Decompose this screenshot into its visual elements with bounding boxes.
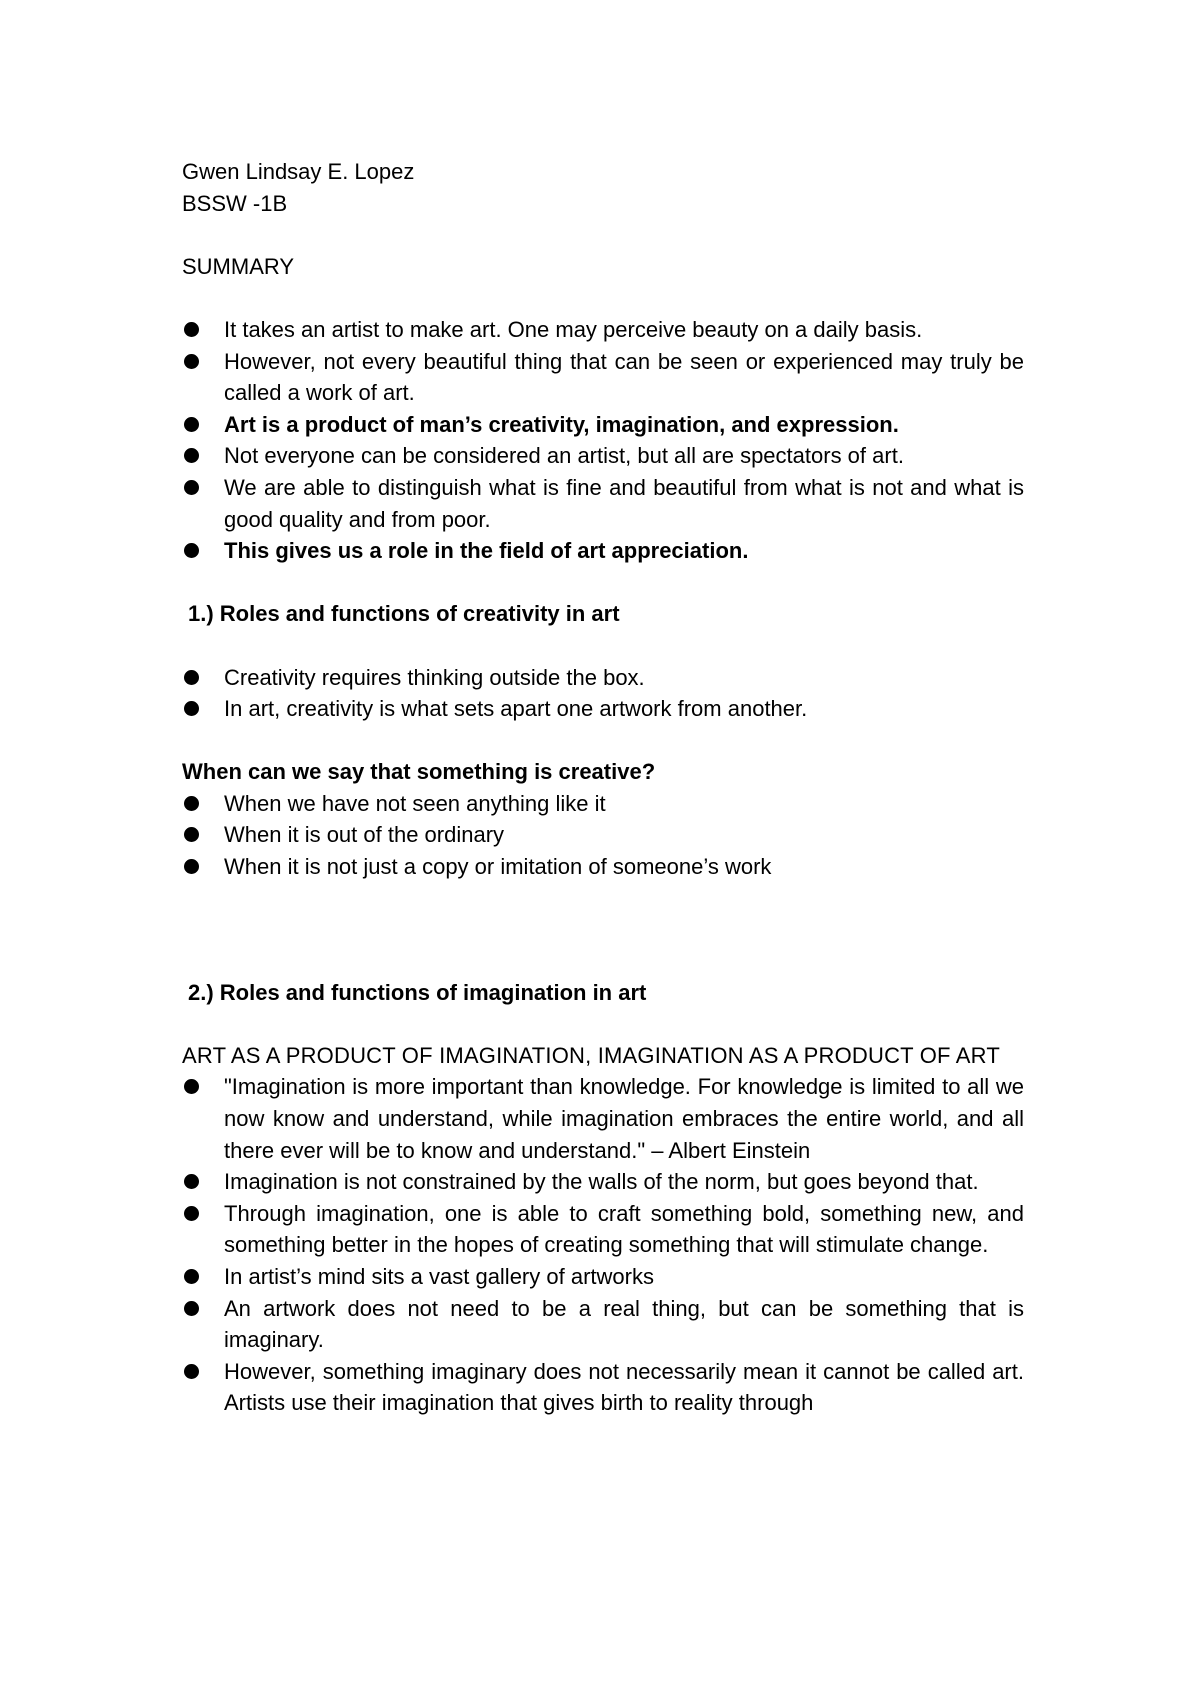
section2-item: An artwork does not need to be a real thing, but can be something that is imaginary. xyxy=(182,1293,1024,1356)
summary-title: SUMMARY xyxy=(182,253,295,279)
spacer xyxy=(182,1008,1024,1040)
summary-item: Art is a product of man’s creativity, imagination, and expression. xyxy=(182,409,1024,441)
answer-item: When we have not seen anything like it xyxy=(182,788,1024,820)
answer-item: When it is not just a copy or imitation of someone’s work xyxy=(182,851,1024,883)
section2-heading: 2.) Roles and functions of imagination in art xyxy=(188,979,647,1005)
section2-item: However, something imaginary does not necessarily mean it cannot be called art. Artists use their imagination that gives birth to reality through xyxy=(182,1356,1024,1419)
summary-list xyxy=(182,314,1024,567)
section1-answers xyxy=(182,788,1024,883)
spacer xyxy=(182,282,1024,314)
section1-item: Creativity requires thinking outside the box. xyxy=(182,662,1024,694)
section2-subtitle: ART AS A PRODUCT OF IMAGINATION, IMAGINATION AS A PRODUCT OF ART xyxy=(182,1042,1000,1068)
spacer xyxy=(182,883,1024,977)
spacer xyxy=(182,630,1024,662)
summary-item: Not everyone can be considered an artist, but all are spectators of art. xyxy=(182,440,1024,472)
spacer xyxy=(182,567,1024,599)
section2-item: Imagination is not constrained by the walls of the norm, but goes beyond that. xyxy=(182,1166,1024,1198)
summary-item: It takes an artist to make art. One may perceive beauty on a daily basis. xyxy=(182,314,1024,346)
summary-item: This gives us a role in the field of art appreciation. xyxy=(182,535,1024,567)
section1-heading: 1.) Roles and functions of creativity in art xyxy=(188,601,620,627)
section2-item: "Imagination is more important than knowledge. For knowledge is limited to all we now know and understand, while imagination embraces the entire world, and all there ever will be to know and understand." – Albert Einstein xyxy=(182,1071,1024,1166)
section1-question: When can we say that something is creative? xyxy=(182,759,656,785)
spacer xyxy=(182,725,1024,757)
course-section: BSSW -1B xyxy=(182,190,288,216)
summary-item: However, not every beautiful thing that can be seen or experienced may truly be called a work of art. xyxy=(182,346,1024,409)
document-page xyxy=(182,156,1024,1419)
spacer xyxy=(182,219,1024,251)
section1-item: In art, creativity is what sets apart one artwork from another. xyxy=(182,693,1024,725)
author-name: Gwen Lindsay E. Lopez xyxy=(182,159,415,184)
answer-item: When it is out of the ordinary xyxy=(182,819,1024,851)
section1-list xyxy=(182,662,1024,725)
section2-item: Through imagination, one is able to craft something bold, something new, and something better in the hopes of creating something that will stimulate change. xyxy=(182,1198,1024,1261)
section2-list xyxy=(182,1071,1024,1419)
summary-item: We are able to distinguish what is fine and beautiful from what is not and what is good quality and from poor. xyxy=(182,472,1024,535)
section2-item: In artist’s mind sits a vast gallery of artworks xyxy=(182,1261,1024,1293)
